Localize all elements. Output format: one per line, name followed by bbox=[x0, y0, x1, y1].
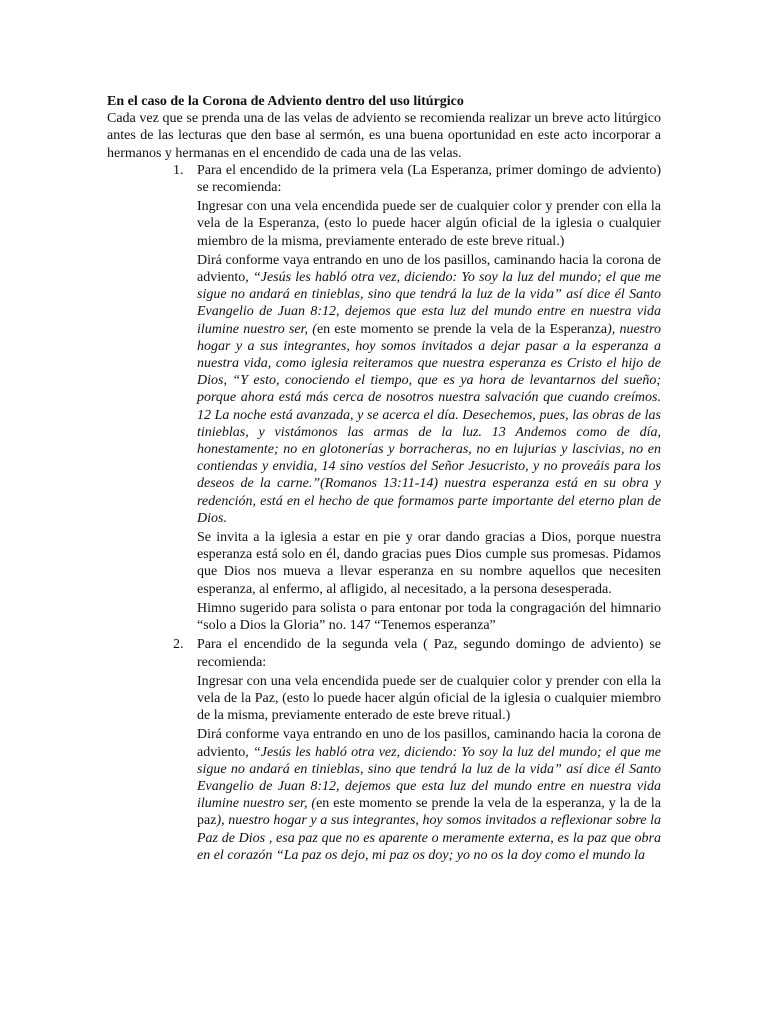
first-candle-invita: Se invita a la iglesia a estar en pie y orar dando gracias a Dios, porque nuestra esperanza está solo en él, dando gracias pues Dios cumple sus promesas. Pidamos que Dios nos mueva a llevar esperanza en su nombre aquellos que necesiten esperanza, al enfermo, al afligido, al necesitado, a la persona desesperada. bbox=[197, 530, 661, 597]
first-candle-himno: Himno sugerido para solista o para entonar por toda la congragación del himnario “solo a Dios la Gloria” no. 147 “Tenemos esperanza” bbox=[197, 600, 661, 634]
intro-paragraph: Cada vez que se prenda una de las velas de adviento se recomienda realizar un breve acto litúrgico antes de las lecturas que den base al sermón, es una buena oportunidad en este acto incorporar a hermanos y hermanas en el encendido de cada una de las velas. bbox=[107, 111, 661, 161]
dira-reflection-text: ), nuestro hogar y a sus integrantes, hoy somos invitados a dejar pasar a la esperanza a nuestra vida, como iglesia reiteramos que nuestra esperanza es Cristo el hijo de Dios, “Y esto, conociendo el tiempo, que es ya hora de levantarnos del sueño; porque ahora está más cerca de nosotros nuestra salvación que cuando creímos. 12 La noche está avanzada, y se acerca el día. Desechemos, pues, las obras de las tinieblas, y vistámonos las armas de la luz. 13 Andemos como de día, honestamente; no en glotonerías y borracheras, no en lujurias y lascivias, no en contiendas y envidia, 14 sino vestíos del Señor Jesucristo, y no proveáis para los deseos de la carne.”(Romanos 13:11-14) nuestra esperanza está en su obra y redención, está en el hecho de que formamos parte importante del eterno plan de Dios. bbox=[197, 321, 661, 526]
dira-lead-text: Dirá conforme vaya entrando en uno de los pasillos, caminando hacia la corona de adviento, bbox=[197, 727, 661, 760]
dira-scripture-text: “Jesús les habló otra vez, diciendo: Yo soy la luz del mundo; el que me sigue no andará en tinieblas, sino que tendrá la luz de la vida” así dice él Santo Evangelio de Juan 8:12, dejemos que esta luz del mundo entre en nuestra vida ilumine nuestro ser, ( bbox=[197, 270, 661, 337]
second-candle-intro: Para el encendido de la segunda vela ( Paz, segundo domingo de adviento) se recomienda: bbox=[197, 637, 661, 670]
dira-scripture-text: “Jesús les habló otra vez, diciendo: Yo soy la luz del mundo; el que me sigue no andará en tinieblas, sino que tendrá la luz de la vida” así dice él Santo Evangelio de Juan 8:12, dejemos que esta luz del mundo entre en nuestra vida ilumine nuestro ser, ( bbox=[197, 744, 661, 812]
second-candle-ingresar: Ingresar con una vela encendida puede ser de cualquier color y prender con ella la vela de la Paz, (esto lo puede hacer algún oficial de la iglesia o cualquier miembro de la misma, previamente enterado de este breve ritual.) bbox=[197, 673, 661, 724]
candle-steps-list bbox=[107, 162, 661, 864]
second-candle-dira bbox=[197, 726, 661, 864]
dira-instruction-text: en este momento se prende la vela de la Esperanza bbox=[316, 321, 608, 337]
first-candle-intro: Para el encendido de la primera vela (La Esperanza, primer domingo de adviento) se recomienda: bbox=[197, 162, 661, 196]
document-body bbox=[107, 93, 661, 866]
list-number: 1. bbox=[173, 162, 184, 178]
first-candle-ingresar: Ingresar con una vela encendida puede ser de cualquier color y prender con ella la vela de la Esperanza, (esto lo puede hacer algún oficial de la iglesia o cualquier miembro de la misma, previamente enterado de este breve ritual.) bbox=[197, 199, 661, 249]
section-heading: En el caso de la Corona de Adviento dentro del uso litúrgico bbox=[107, 94, 464, 109]
dira-instruction-text: en este momento se prende la vela de la esperanza, y la de la paz bbox=[197, 796, 661, 829]
list-number: 2. bbox=[173, 637, 184, 653]
list-item-first-candle bbox=[173, 162, 661, 634]
dira-reflection-text: ), nuestro hogar y a sus integrantes, hoy somos invitados a reflexionar sobre la Paz de Dios , esa paz que no es aparente o meramente externa, es la paz que obra en el corazón “La paz os dejo, mi paz os doy; yo no os la doy como el mundo la bbox=[197, 813, 661, 863]
dira-lead-text: Dirá conforme vaya entrando en uno de los pasillos, caminando hacia la corona de adviento, bbox=[197, 252, 661, 286]
list-item-second-candle bbox=[173, 636, 661, 864]
first-candle-dira bbox=[197, 252, 661, 527]
